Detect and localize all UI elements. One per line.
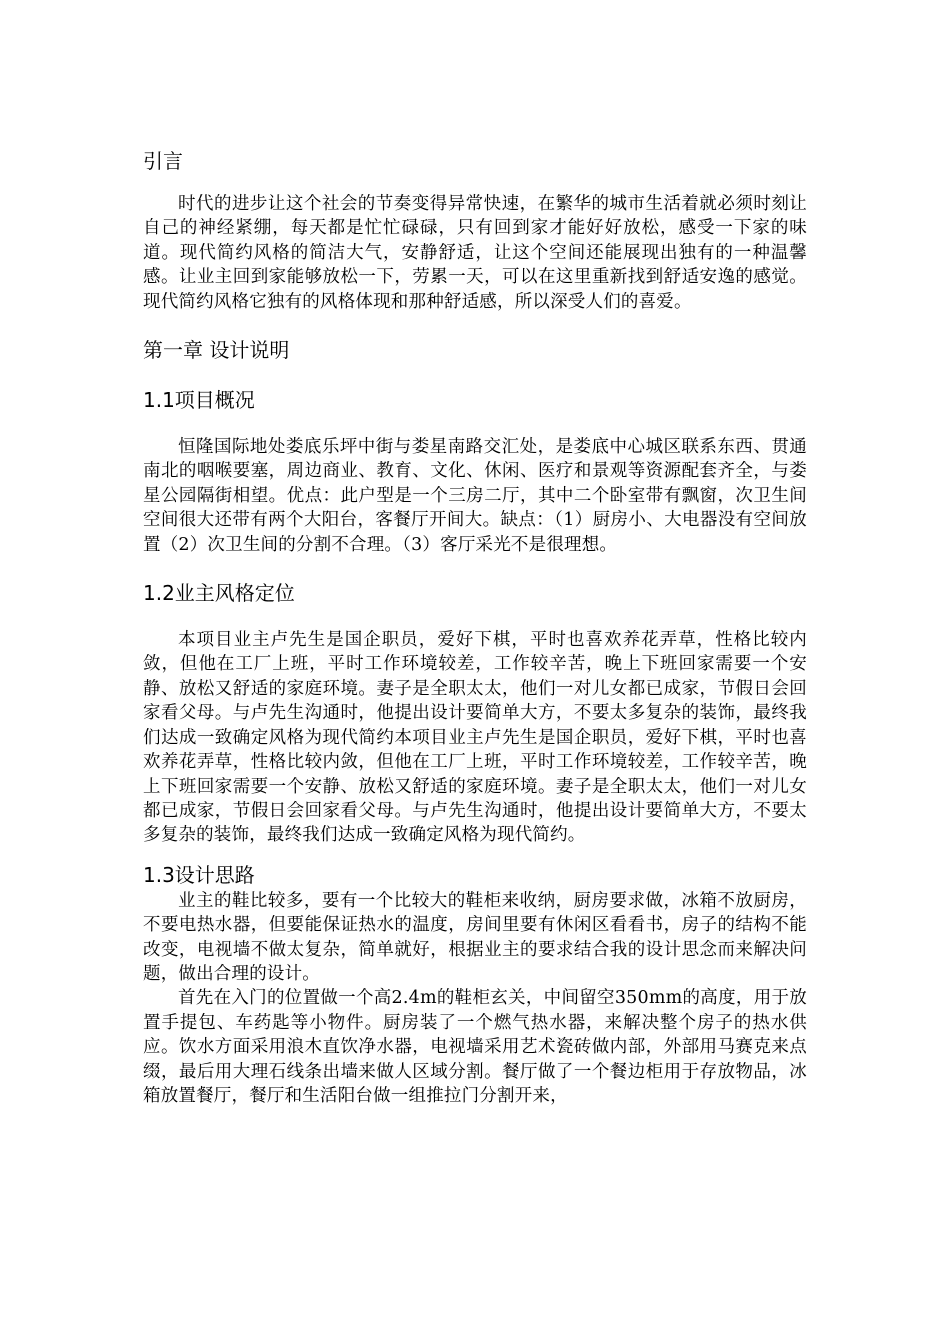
- section-1-3-paragraph-1: 业主的鞋比较多，要有一个比较大的鞋柜来收纳，厨房要求做，冰箱不放厨房，不要电热水器，但要能保证热水的温度，房间里要有休闲区看看书，房子的结构不能改变，电视墙不做太复杂，简单就好，根据业主的要求结合我的设计思念而来解决问题，做出合理的设计。: [143, 890, 807, 984]
- section-1-2-heading: 1.2业主风格定位: [143, 581, 295, 606]
- chapter1-heading: 第一章 设计说明: [143, 338, 290, 363]
- intro-heading: 引言: [143, 149, 183, 173]
- section-1-2-paragraph: 本项目业主卢先生是国企职员，爱好下棋，平时也喜欢养花弄草，性格比较内敛，但他在工厂上班，平时工作环境较差，工作较辛苦，晚上下班回家需要一个安静、放松又舒适的家庭环境。妻子是全职太太，他们一对儿女都已成家，节假日会回家看父母。与卢先生沟通时，他提出设计要简单大方，不要太多复杂的装饰，最终我们达成一致确定风格为现代简约本项目业主卢先生是国企职员，爱好下棋，平时也喜欢养花弄草，性格比较内敛，但他在工厂上班，平时工作环境较差，工作较辛苦，晚上下班回家需要一个安静、放松又舒适的家庭环境。妻子是全职太太，他们一对儿女都已成家，节假日会回家看父母。与卢先生沟通时，他提出设计要简单大方，不要太多复杂的装饰，最终我们达成一致确定风格为现代简约。: [143, 630, 807, 846]
- section-1-1-paragraph: 恒隆国际地处娄底乐坪中街与娄星南路交汇处，是娄底中心城区联系东西、贯通南北的咽喉要塞，周边商业、教育、文化、休闲、医疗和景观等资源配套齐全，与娄星公园隔街相望。优点：此户型是一个三房二厅，其中二个卧室带有飘窗，次卫生间空间很大还带有两个大阳台，客餐厅开间大。缺点：（1）厨房小、大电器没有空间放置（2）次卫生间的分割不合理。（3）客厅采光不是很理想。: [143, 437, 807, 555]
- document-body: [143, 144, 807, 1108]
- section-1-3-heading: 1.3设计思路: [143, 862, 255, 887]
- intro-paragraph: 时代的进步让这个社会的节奏变得异常快速，在繁华的城市生活着就必须时刻让自己的神经紧绷，每天都是忙忙碌碌，只有回到家才能好好放松，感受一下家的味道。现代简约风格的简洁大气，安静舒适，让这个空间还能展现出独有的一种温馨感。让业主回到家能够放松一下，劳累一天，可以在这里重新找到舒适安逸的感觉。现代简约风格它独有的风格体现和那种舒适感，所以深受人们的喜爱。: [143, 194, 807, 312]
- section-1-3-paragraph-2: 首先在入门的位置做一个高2.4m的鞋柜玄关，中间留空350mm的高度，用于放置手提包、车药匙等小物件。厨房装了一个燃气热水器，来解决整个房子的热水供应。饮水方面采用浪木直饮净水器，电视墙采用艺术瓷砖做内部，外部用马赛克来点缀，最后用大理石线条出墙来做人区域分割。餐厅做了一个餐边柜用于存放物品，冰箱放置餐厅，餐厅和生活阳台做一组推拉门分割开来，: [143, 988, 807, 1106]
- section-1-1-heading: 1.1项目概况: [143, 388, 255, 413]
